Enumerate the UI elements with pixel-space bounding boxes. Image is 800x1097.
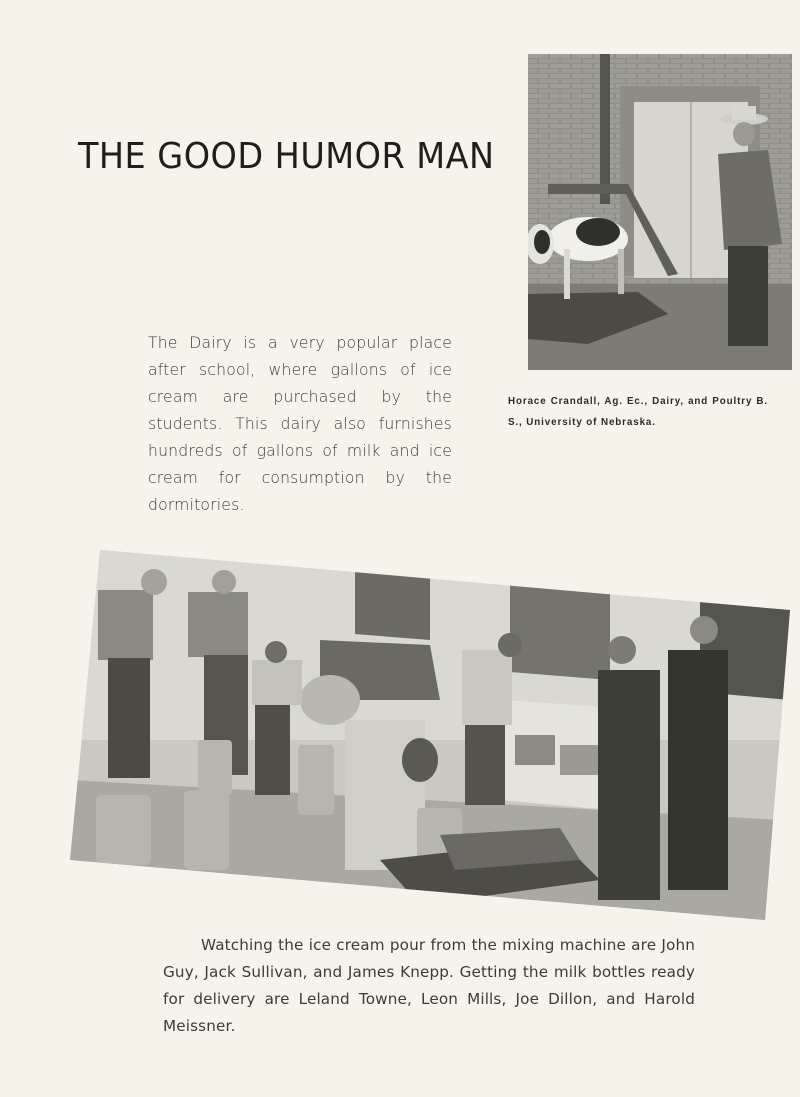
outro-text: Watching the ice cream pour from the mixing machine are John Guy, Jack Sullivan, and James Knepp. Getting the milk bottles ready for delivery are Leland Towne, Leon Mills, Joe Dillon, and Harold Meissner.: [163, 936, 695, 1035]
intro-paragraph: [148, 330, 452, 519]
portrait-caption: Horace Crandall, Ag. Ec., Dairy, and Poultry B. S., University of Nebraska.: [508, 396, 768, 428]
page-title: THE GOOD HUMOR MAN: [78, 136, 495, 177]
portrait-photo-image: [528, 54, 792, 370]
portrait-photo: [528, 54, 792, 370]
intro-text: The Dairy is a very popular place after school, where gallons of ice cream are purchased by the students. This dairy also furnishes hundreds of gallons of milk and ice cream for consumption by the dormitories.: [148, 334, 452, 514]
outro-paragraph: [163, 932, 695, 1040]
